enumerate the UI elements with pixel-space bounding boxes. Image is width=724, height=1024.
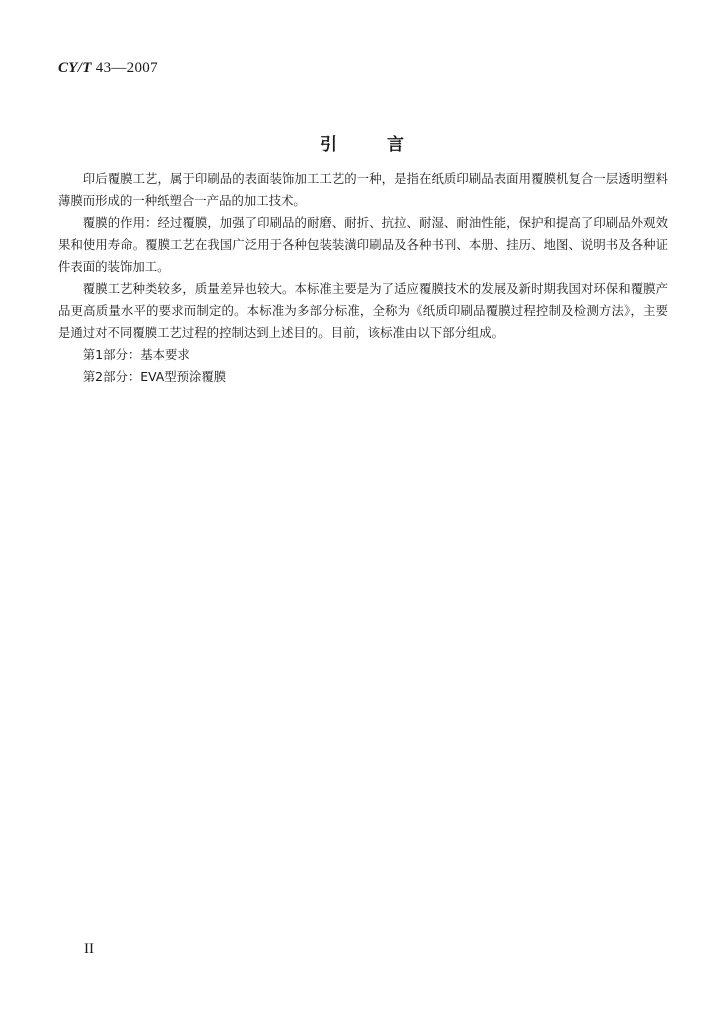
paragraph-2: 覆膜的作用：经过覆膜，加强了印刷品的耐磨、耐折、抗拉、耐湿、耐油性能，保护和提高了印刷品外观效果和使用寿命。覆膜工艺在我国广泛用于各种包装装潢印刷品及各种书刊、本册、挂历、地图、说明书及各种证件表面的装饰加工。 [58,215,668,274]
paragraph-1: 印后覆膜工艺，属于印刷品的表面装饰加工工艺的一种，是指在纸质印刷品表面用覆膜机复合一层透明塑料薄膜而形成的一种纸塑合一产品的加工技术。 [58,171,668,208]
page-number: II [84,941,94,957]
paragraph-3: 覆膜工艺种类较多，质量差异也较大。本标准主要是为了适应覆膜技术的发展及新时期我国对环保和覆膜产品更高质量水平的要求而制定的。本标准为多部分标准，全称为《纸质印刷品覆膜过程控制及检测方法》，主要是通过对不同覆膜工艺过程的控制达到上述目的。目前，该标准由以下部分组成。 [58,281,668,340]
part-item-1: 第1部分：基本要求 [82,347,190,362]
standard-number: 43—2007 [95,60,158,76]
document-code-header [58,60,158,77]
standard-prefix: CY/T [58,60,92,76]
introduction-body [58,168,668,388]
section-title: 引 言 [320,135,426,155]
part-item-2: 第2部分：EVA型预涂覆膜 [82,369,227,384]
